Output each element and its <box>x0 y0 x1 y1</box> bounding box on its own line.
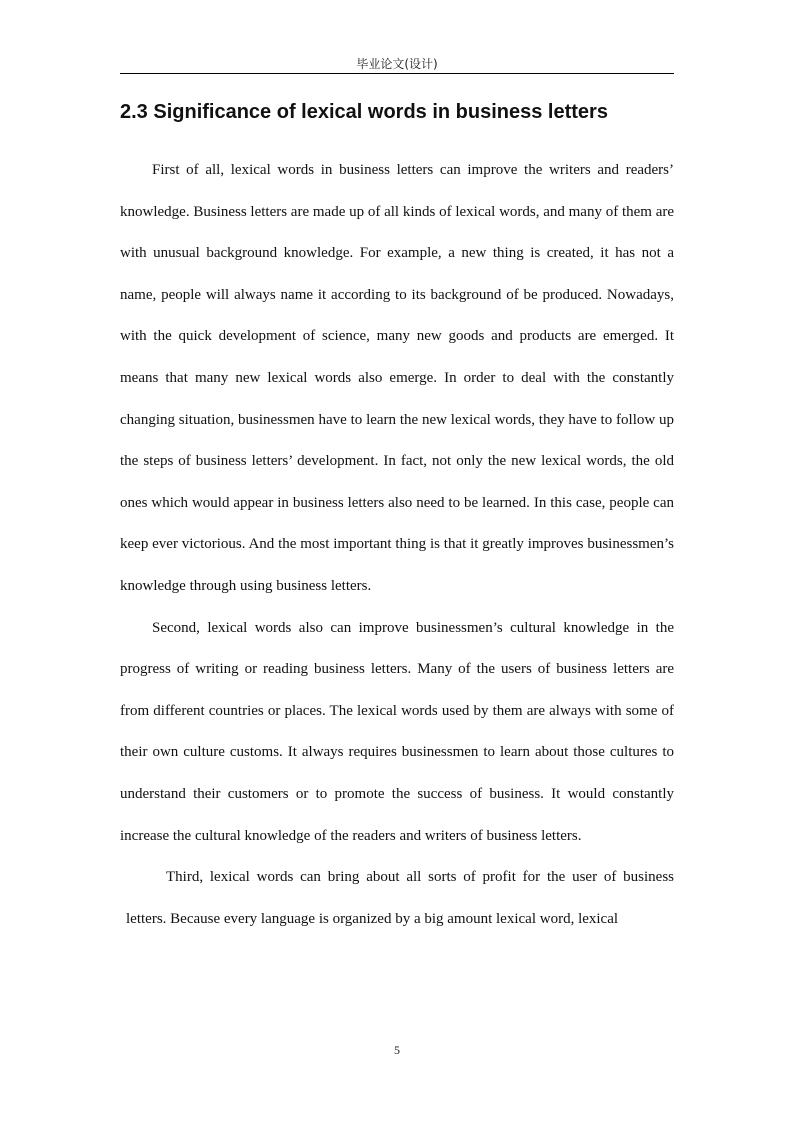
header-divider <box>120 73 674 74</box>
section-heading: 2.3 Significance of lexical words in business letters <box>120 101 608 123</box>
paragraph-1: First of all, lexical words in business letters can improve the writers and readers’ knowledge. Business letters are made up of all kinds of lexical words, and many of them are with unusual background knowledge. For example, a new thing is created, it has not a name, people will always name it according to its background of be produced. Nowadays, with the quick development of science, many new goods and products are emerged. It means that many new lexical words also emerge. In order to deal with the constantly changing situation, businessmen have to learn the new lexical words, they have to follow up the steps of business letters’ development. In fact, not only the new lexical words, the old ones which would appear in business letters also need to be learned. In this case, people can keep ever victorious. And the most important thing is that it greatly improves businessmen’s knowledge through using business letters. <box>120 162 675 594</box>
paragraph-2: Second, lexical words also can improve businessmen’s cultural knowledge in the progress of writing or reading business letters. Many of the users of business letters are from different countries or places. The lexical words used by them are always with some of their own culture customs. It always requires businessmen to learn about those cultures to understand their customers or to promote the success of business. It would constantly increase the cultural knowledge of the readers and writers of business letters. <box>120 619 674 844</box>
body-text <box>120 150 674 940</box>
page-number: 5 <box>394 1043 400 1057</box>
page-header-title: 毕业论文(设计) <box>356 57 438 71</box>
paragraph-3: Third, lexical words can bring about all sorts of profit for the user of business letters. Because every language is organized by a big amount lexical word, lexical <box>126 869 674 927</box>
